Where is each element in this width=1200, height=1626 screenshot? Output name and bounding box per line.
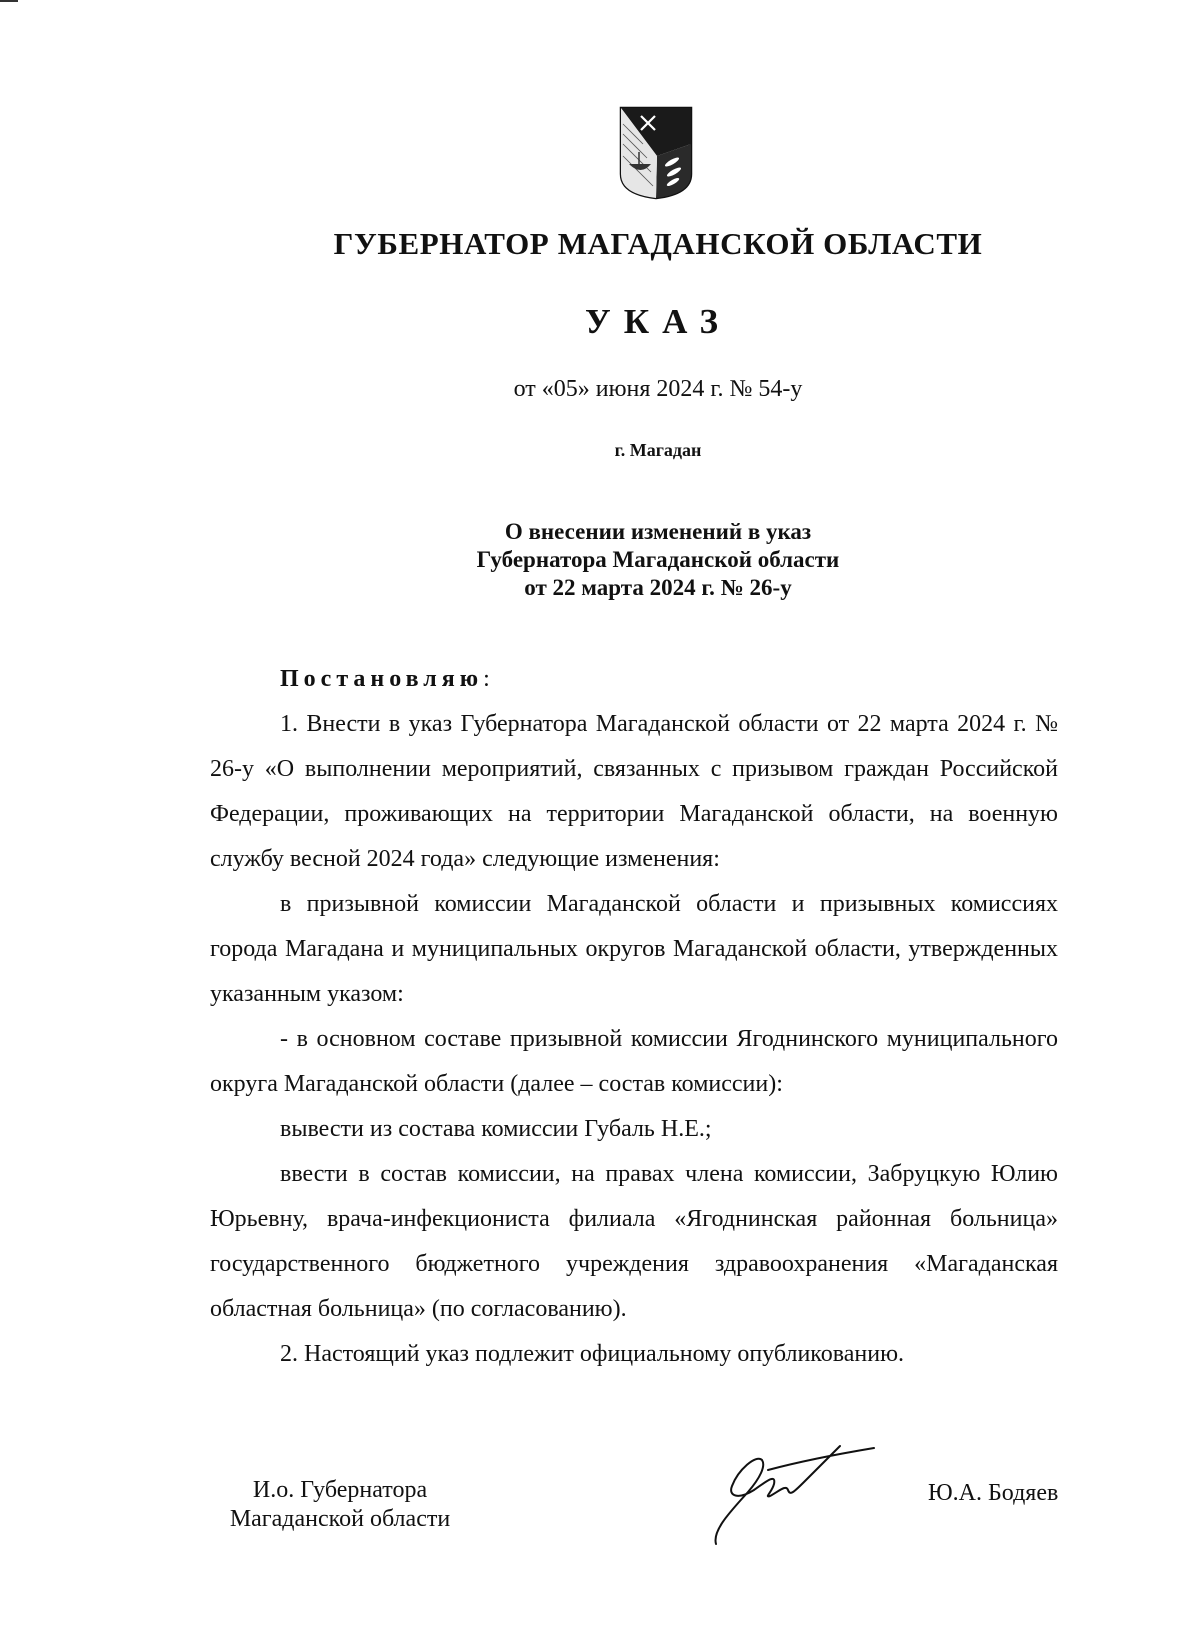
coat-of-arms-icon [617,104,695,200]
handwritten-signature [708,1440,878,1550]
item-1: 1. Внести в указ Губернатора Магаданской области от 22 марта 2024 г. № 26-у «О выполнении мероприятий, связанных с призывом граждан Российской Федерации, проживающих на территории Магаданской области, на военную службу весной 2024 года» следующие изменения: [210,711,1058,872]
place-of-issue: г. Магадан [614,440,702,460]
document-subject [0,518,1200,602]
subject-line: О внесении изменений в указ [504,519,812,544]
signatory-title [210,1476,470,1534]
subject-line: Губернатора Магаданской области [476,547,840,572]
date-and-number: от «05» июня 2024 г. № 54-у [513,376,803,402]
preamble-word: Постановляю [280,666,484,692]
signatory-title-line: И.о. Губернатора [252,1477,428,1503]
preamble-colon: : [483,666,490,692]
document-type: УКАЗ [585,302,731,341]
scan-edge-mark [0,0,18,2]
issuing-authority: ГУБЕРНАТОР МАГАДАНСКОЙ ОБЛАСТИ [333,226,983,261]
document-body [210,657,1058,1377]
preamble [210,657,1058,702]
signatory-name: Ю.А. Бодяев [928,1480,1059,1506]
item-2: 2. Настоящий указ подлежит официальному опубликованию. [280,1341,905,1367]
paragraph: в призывной комиссии Магаданской области и призывных комиссиях города Магадана и муниципальных округов Магаданской области, утвержденных указанным указом: [210,891,1058,1007]
paragraph: ввести в состав комиссии, на правах члена комиссии, Забруцкую Юлию Юрьевну, врача-инфекциониста филиала «Ягоднинская районная больница» государственного бюджетного учреждения здравоохранения «Магаданская областная больница» (по согласованию). [210,1161,1058,1322]
signatory-title-line: Магаданской области [229,1506,451,1532]
subject-line: от 22 марта 2024 г. № 26-у [524,575,792,600]
paragraph: - в основном составе призывной комиссии Ягоднинского муниципального округа Магаданской области (далее – состав комиссии): [210,1026,1058,1097]
paragraph: вывести из состава комиссии Губаль Н.Е.; [280,1116,712,1142]
